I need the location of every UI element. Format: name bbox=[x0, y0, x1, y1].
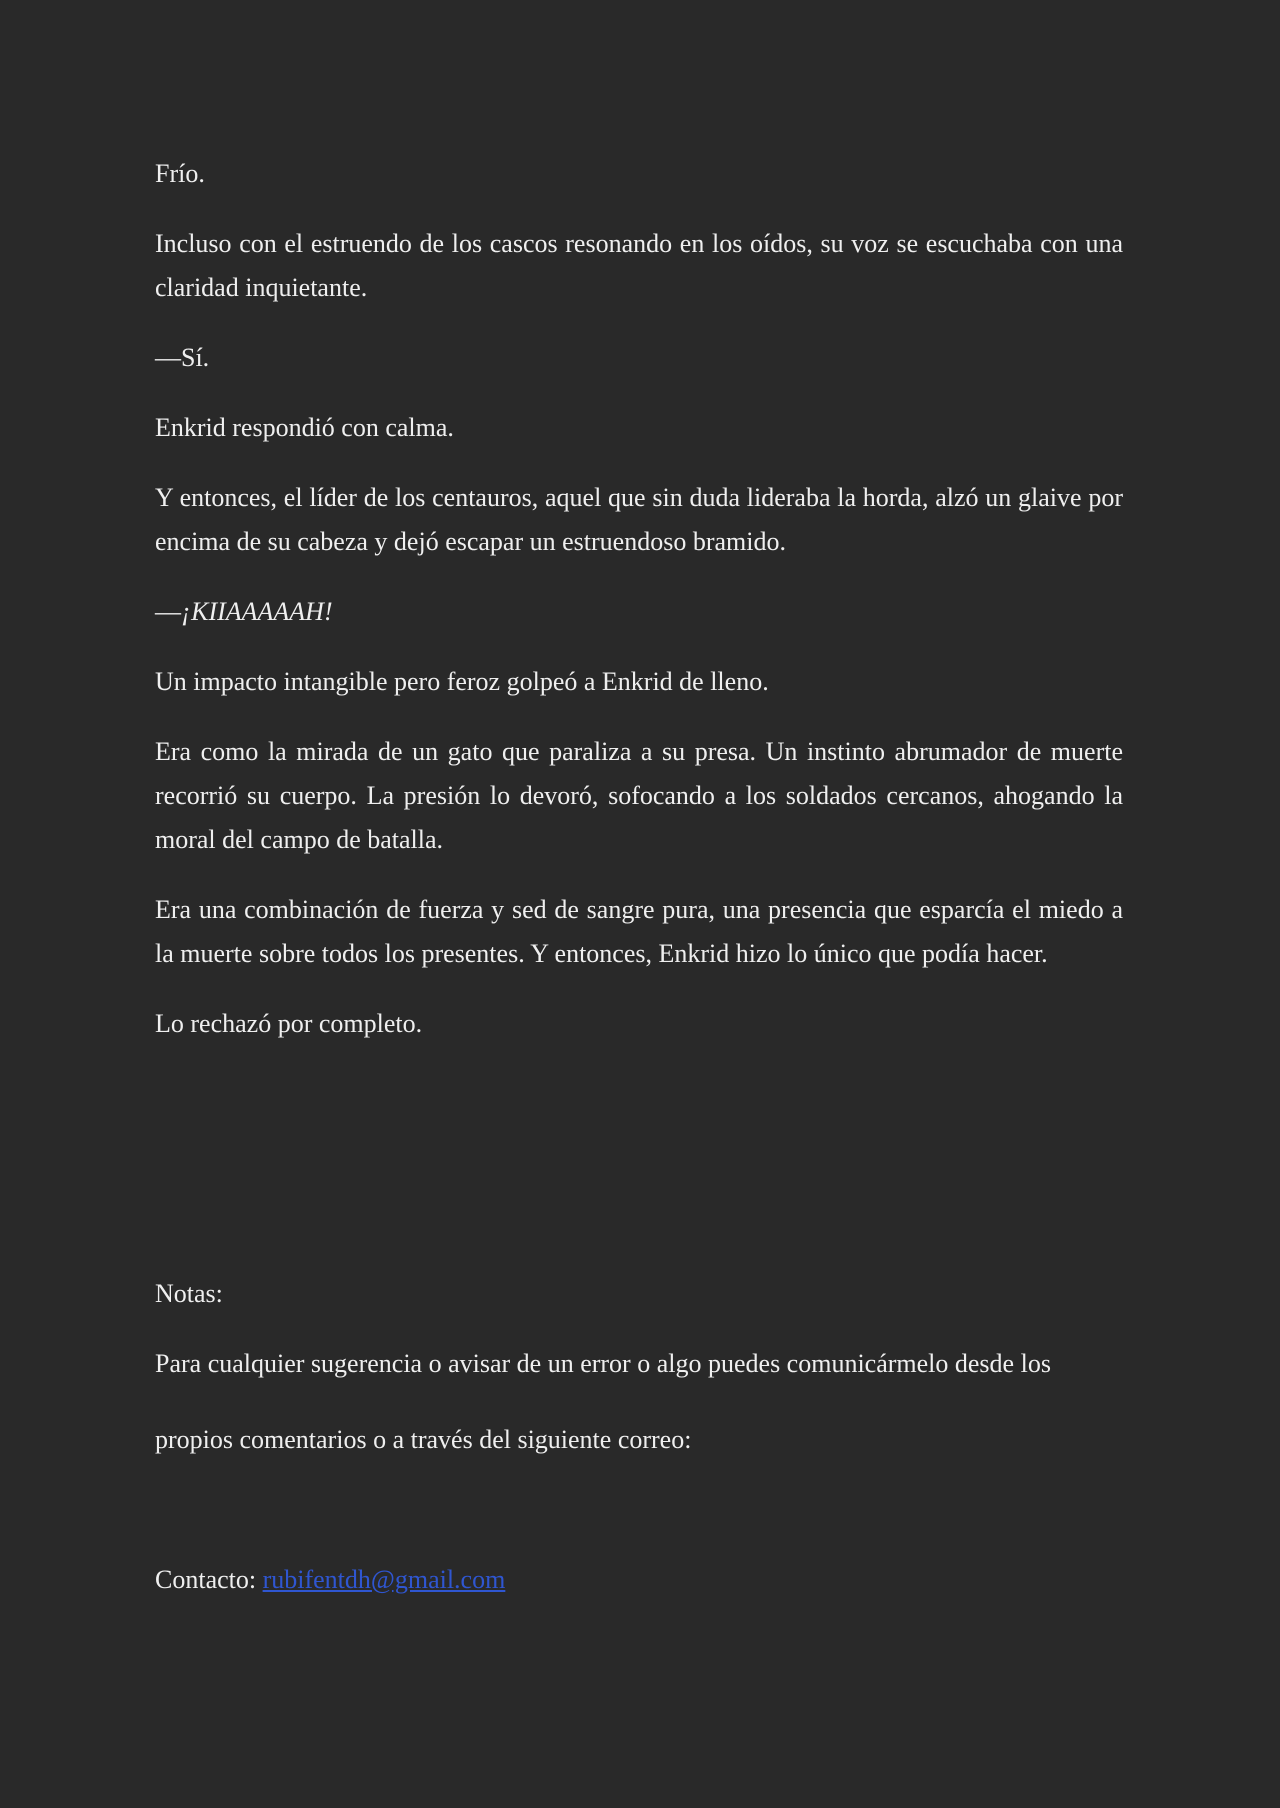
story-paragraph: Frío. bbox=[155, 159, 205, 188]
section-spacer bbox=[155, 1072, 1123, 1272]
notes-text: Para cualquier sugerencia o avisar de un error o algo puedes comunicármelo desde los bbox=[155, 1349, 1051, 1378]
contact-line bbox=[155, 1558, 1123, 1602]
contact-email-link[interactable]: rubifentdh@gmail.com bbox=[262, 1565, 506, 1594]
contact-label: Contacto: bbox=[155, 1565, 263, 1594]
story-dialogue: —Sí. bbox=[155, 343, 210, 372]
shout-text: ¡KIIAAAAAH! bbox=[181, 597, 333, 626]
story-paragraph: Era una combinación de fuerza y sed de sangre pura, una presencia que esparcía el miedo a la muerte sobre todos los presentes. Y entonces, Enkrid hizo lo único que podía hacer. bbox=[155, 895, 1123, 968]
story-paragraph: Y entonces, el líder de los centauros, aquel que sin duda lideraba la horda, alzó un glaive por encima de su cabeza y dejó escapar un estruendoso bramido. bbox=[155, 483, 1123, 556]
story-paragraph: Era como la mirada de un gato que paraliza a su presa. Un instinto abrumador de muerte recorrió su cuerpo. La presión lo devoró, sofocando a los soldados cercanos, ahogando la moral del campo de batalla. bbox=[155, 737, 1123, 854]
shout-dash: — bbox=[155, 597, 181, 626]
story-shout bbox=[155, 590, 1123, 634]
notes-heading: Notas: bbox=[155, 1279, 223, 1308]
document-body bbox=[155, 152, 1123, 1628]
story-paragraph: Lo rechazó por completo. bbox=[155, 1009, 423, 1038]
story-paragraph: Enkrid respondió con calma. bbox=[155, 413, 454, 442]
story-paragraph: Un impacto intangible pero feroz golpeó a Enkrid de lleno. bbox=[155, 667, 769, 696]
story-paragraph: Incluso con el estruendo de los cascos resonando en los oídos, su voz se escuchaba con una claridad inquietante. bbox=[155, 229, 1123, 302]
notes-text: propios comentarios o a través del siguiente correo: bbox=[155, 1425, 692, 1454]
